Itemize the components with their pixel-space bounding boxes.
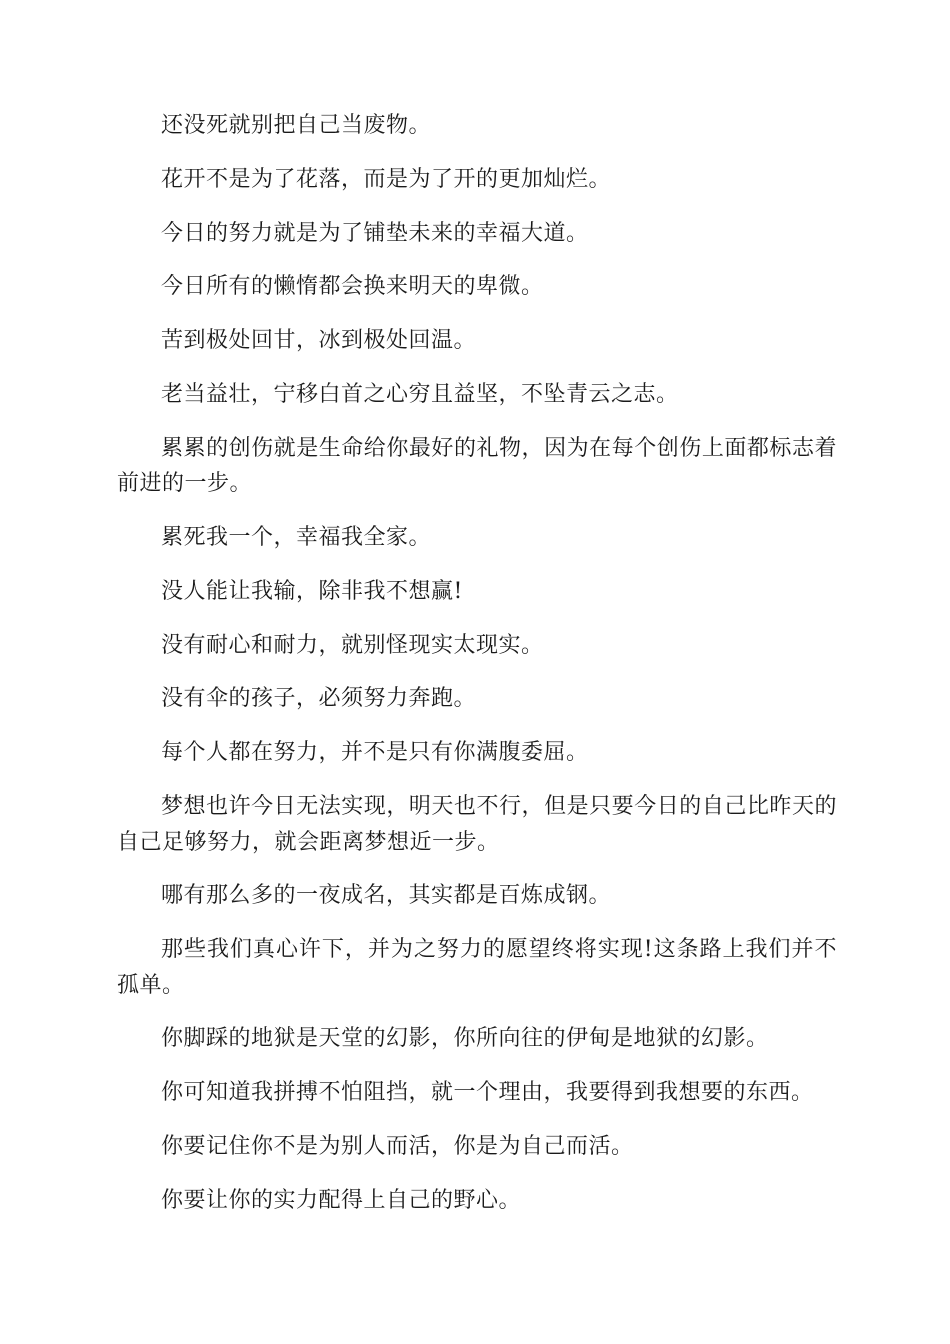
- paragraph: 没有耐心和耐力，就别怪现实太现实。: [161, 632, 544, 658]
- paragraph: 没有伞的孩子，必须努力奔跑。: [161, 686, 477, 712]
- paragraph: 今日的努力就是为了铺垫未来的幸福大道。: [161, 220, 589, 246]
- paragraph: 累累的创伤就是生命给你最好的礼物，因为在每个创伤上面都标志着前进的一步。: [117, 435, 837, 497]
- paragraph: 你要让你的实力配得上自己的野心。: [161, 1187, 522, 1213]
- paragraph: 梦想也许今日无法实现，明天也不行，但是只要今日的自己比昨天的自己足够努力，就会距离梦想近一步。: [117, 794, 837, 855]
- paragraph: 还没死就别把自己当废物。: [161, 113, 432, 138]
- paragraph: 每个人都在努力，并不是只有你满腹委屈。: [161, 740, 589, 766]
- paragraph: 你脚踩的地狱是天堂的幻影，你所向往的伊甸是地狱的幻影。: [161, 1026, 769, 1052]
- paragraph: 今日所有的懒惰都会换来明天的卑微。: [161, 274, 544, 300]
- paragraph: 老当益壮，宁移白首之心穷且益坚，不坠青云之志。: [161, 381, 679, 407]
- paragraph: 花开不是为了花落，而是为了开的更加灿烂。: [161, 166, 612, 192]
- paragraph: 苦到极处回甘，冰到极处回温。: [161, 328, 477, 354]
- paragraph: 累死我一个，幸福我全家。: [161, 525, 432, 551]
- paragraph: 你要记住你不是为别人而活，你是为自己而活。: [161, 1134, 634, 1160]
- paragraph: 你可知道我拼搏不怕阻挡，就一个理由，我要得到我想要的东西。: [161, 1080, 814, 1106]
- paragraph: 没人能让我输，除非我不想赢!: [161, 578, 463, 604]
- paragraph: 那些我们真心许下，并为之努力的愿望终将实现!这条路上我们并不孤单。: [117, 937, 837, 998]
- document-body: [117, 108, 837, 1237]
- paragraph: 哪有那么多的一夜成名，其实都是百炼成钢。: [161, 883, 612, 909]
